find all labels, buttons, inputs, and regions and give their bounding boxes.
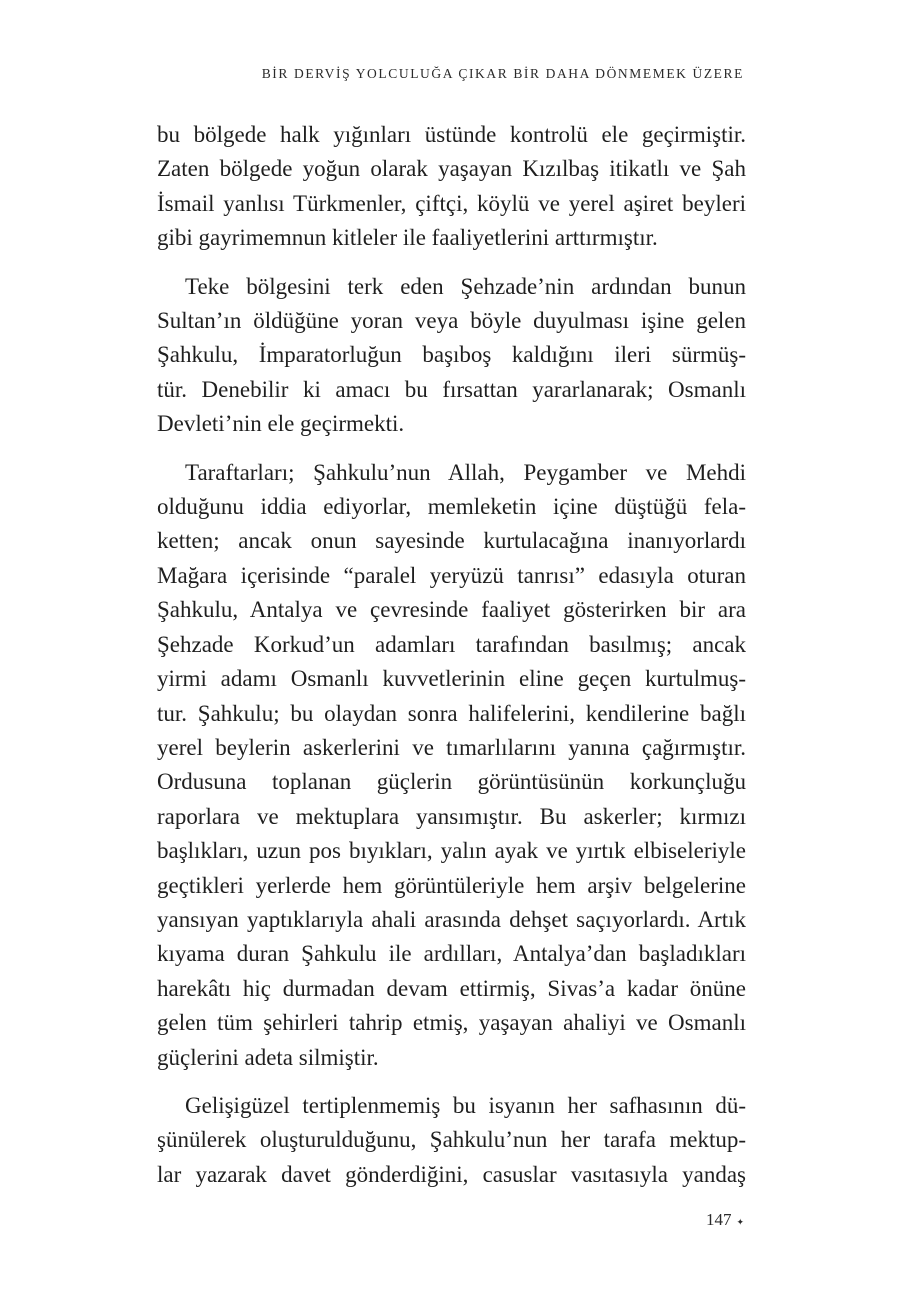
text-line: olduğunu iddia ediyorlar, memleketin içine düştüğü fela- bbox=[157, 494, 746, 520]
body-text bbox=[157, 118, 746, 1192]
text-line: Şahkulu, Antalya ve çevresinde faaliyet gösterirken bir ara bbox=[157, 597, 746, 623]
text-line: geçtikleri yerlerde hem görüntüleriyle hem arşiv belgelerine bbox=[157, 872, 746, 898]
text-line: yerel beylerin askerlerini ve tımarlılarını yanına çağırmıştır. bbox=[157, 734, 746, 760]
text-line: Ordusuna toplanan güçlerin görüntüsünün korkunçluğu bbox=[157, 769, 746, 795]
text-line: gelen tüm şehirleri tahrip etmiş, yaşayan ahaliyi ve Osmanlı bbox=[157, 1010, 746, 1036]
text-line: Teke bölgesini terk eden Şehzade’nin ardından bunun bbox=[185, 273, 746, 299]
paragraph-4 bbox=[157, 1089, 746, 1192]
text-line: Gelişigüzel tertiplenmemiş bu isyanın her safhasının dü- bbox=[185, 1092, 746, 1118]
paragraph-2 bbox=[157, 270, 746, 442]
text-line: tür. Denebilir ki amacı bu fırsattan yararlanarak; Osmanlı bbox=[157, 376, 746, 402]
paragraph-3 bbox=[157, 456, 746, 1075]
text-line: bu bölgede halk yığınları üstünde kontrolü ele geçirmiştir. bbox=[157, 122, 746, 147]
ornament-icon: ✦ bbox=[736, 1216, 744, 1227]
text-line: Şehzade Korkud’un adamları tarafından basılmış; ancak bbox=[157, 631, 746, 657]
text-line: başlıkları, uzun pos bıyıkları, yalın ayak ve yırtık elbiseleriyle bbox=[157, 838, 746, 864]
text-line: yansıyan yaptıklarıyla ahali arasında dehşet saçıyorlardı. Artık bbox=[157, 906, 746, 932]
text-line: Devleti’nin ele geçirmekti. bbox=[157, 411, 405, 437]
text-line: yirmi adamı Osmanlı kuvvetlerinin eline geçen kurtulmuş- bbox=[157, 666, 746, 692]
text-line: İsmail yanlısı Türkmenler, çiftçi, köylü ve yerel aşiret beyleri bbox=[157, 190, 746, 216]
text-line: gibi gayrimemnun kitleler ile faaliyetlerini arttırmıştır. bbox=[157, 225, 658, 251]
text-line: kıyama duran Şahkulu ile ardılları, Antalya’dan başladıkları bbox=[157, 941, 746, 967]
text-line: Şahkulu, İmparatorluğun başıboş kaldığını ileri sürmüş- bbox=[157, 342, 746, 368]
text-line: lar yazarak davet gönderdiğini, casuslar vasıtasıyla yandaş bbox=[157, 1161, 746, 1187]
text-line: raporlara ve mektuplara yansımıştır. Bu askerler; kırmızı bbox=[157, 803, 746, 829]
text-line: güçlerini adeta silmiştir. bbox=[157, 1044, 379, 1070]
text-line: Mağara içerisinde “paralel yeryüzü tanrısı” edasıyla oturan bbox=[157, 562, 746, 588]
text-line: harekâtı hiç durmadan devam ettirmiş, Sivas’a kadar önüne bbox=[157, 975, 746, 1001]
running-header: BİR DERVİŞ YOLCULUĞA ÇIKAR BİR DAHA DÖNMEMEK ÜZERE bbox=[261, 66, 744, 81]
text-line: tur. Şahkulu; bu olaydan sonra halifelerini, kendilerine bağlı bbox=[157, 700, 746, 726]
text-line: Taraftarları; Şahkulu’nun Allah, Peygamber ve Mehdi bbox=[185, 459, 746, 485]
text-line: ketten; ancak onun sayesinde kurtulacağına inanıyorlardı bbox=[157, 528, 746, 554]
paragraph-1 bbox=[157, 118, 746, 256]
page-footer bbox=[706, 1210, 744, 1230]
text-line: Sultan’ın öldüğüne yoran veya böyle duyulması işine gelen bbox=[157, 308, 746, 334]
text-line: şünülerek oluşturulduğunu, Şahkulu’nun her tarafa mektup- bbox=[157, 1127, 746, 1153]
text-line: Zaten bölgede yoğun olarak yaşayan Kızılbaş itikatlı ve Şah bbox=[157, 156, 746, 182]
page-number: 147 bbox=[705, 1210, 732, 1229]
